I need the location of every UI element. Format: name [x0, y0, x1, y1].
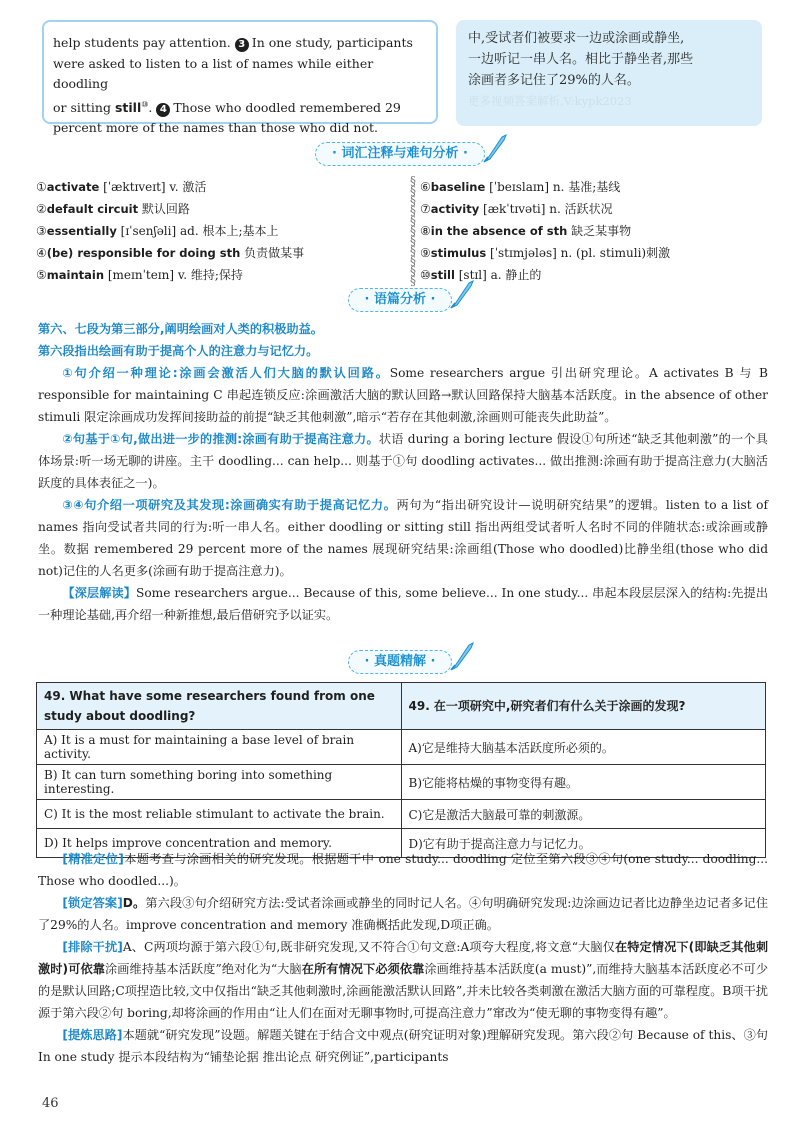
vocab-item: ②default circuit 默认回路	[36, 202, 190, 216]
option-row	[37, 765, 766, 800]
vocab-item: ⑥baseline [ˈbeɪslaɪn] n. 基准;基线	[420, 180, 621, 194]
option-cn: D)它有助于提高注意力与记忆力。	[401, 829, 766, 858]
solution-distractors: [排除干扰]A、C两项均源于第六段①句,既非研究发现,又不符合①句文意:A项夸大程度,将文意“大脑仅在特定情况下(即缺乏其他刺激时)可依靠涂画维持基本活跃度”绝对化为“大脑在所有情况下必须依靠涂画维持基本活跃度(a must)”,而维持大脑基本活跃度必不可少的是默认回路;C项捏造比较,文中仅指出“缺乏其他刺激时,涂画能激活默认回路”,并未比较各类刺激在激活大脑方面的可靠程度。B项干扰源于第六段②句 boring,却将涂画的作用由“让人们在面对无聊事物时,可提高注意力”窜改为“使无聊的事物变得有趣”。	[38, 940, 769, 1020]
gloss-ref: ⑩	[141, 99, 149, 109]
glossed-word: still	[114, 99, 142, 115]
option-row	[37, 800, 766, 829]
sentence-marker-3: 3	[235, 38, 249, 52]
solution-locate: [精准定位]本题考查与涂画相关的研究发现。根据题干中 one study... doodling 定位至第六段③④句(one study... doodling... Those who doodled...)。	[38, 852, 769, 888]
section-title: · 词汇注释与难句分析 ·	[332, 146, 468, 161]
option-cn: A)它是维持大脑基本活跃度所必须的。	[401, 730, 766, 765]
watermark: 更多视频答案解析,V:kypk2023	[468, 94, 632, 108]
translation-line: 一边听记一串人名。相比于静坐者,那些	[468, 52, 694, 67]
option-cn: B)它能将枯燥的事物变得有趣。	[401, 765, 766, 800]
vocab-column-right	[420, 176, 750, 286]
passage-text: Those who doodled remembered 29	[173, 99, 401, 115]
question-cn: 49. 在一项研究中,研究者们有什么关于涂画的发现?	[401, 683, 766, 730]
vocab-item: ⑧in the absence of sth 缺乏某事物	[420, 224, 632, 238]
analysis-intro: 第六段指出绘画有助于提高个人的注意力与记忆力。	[38, 344, 319, 358]
vocab-item: ⑦activity [ækˈtɪvəti] n. 活跃状况	[420, 202, 613, 216]
deep-analysis: 【深层解读】Some researchers argue... Because of this, some believe... In one study... 串起本段层层深入的结构:先提出一种理论基础,再介绍一种新推想,最后借研究予以证实。	[38, 586, 769, 622]
vocab-column-left	[36, 176, 366, 286]
vocab-item: ④(be) responsible for doing sth 负责做某事	[36, 246, 305, 260]
column-divider: § § § § § § § § § § §	[410, 174, 416, 288]
vocab-item: ⑨stimulus [ˈstɪmjələs] n. (pl. stimuli)刺激	[420, 246, 671, 260]
question-row	[37, 683, 766, 730]
translation-line: 中,受试者们被要求一边或涂画或静坐,	[468, 31, 685, 46]
section-title: · 语篇分析 ·	[364, 292, 436, 307]
question-table	[36, 682, 766, 858]
passage-box: help students pay attention. 3 In one study, participants were asked to listen to a list of names while either doodling or sitting still⑩. 4 Those who doodled remembered 29 percent more of the names than those who did not.	[42, 20, 438, 124]
question-en: 49. What have some researchers found from one study about doodling?	[37, 683, 402, 730]
solution-approach: [提炼思路]本题就“研究发现”设题。解题关键在于结合文中观点(研究证明对象)理解研究发现。第六段②句 Because of this、③句 In one study 提示本段结构为“铺垫论据 推出论点 研究例证”,participants	[38, 1028, 768, 1064]
vocab-item: ⑤maintain [meɪnˈteɪn] v. 维持;保持	[36, 268, 243, 282]
vocab-item: ③essentially [ɪˈsenʃəli] ad. 根本上;基本上	[36, 224, 279, 238]
passage-text: or sitting	[53, 99, 111, 115]
sentence-marker-4: 4	[156, 103, 170, 117]
analysis-paragraph: ①句介绍一种理论:涂画会激活人们大脑的默认回路。Some researchers argue 引出研究理论。A activates B 与 B responsible for maintaining C 串起连锁反应:涂画激活大脑的默认回路→默认回路保持大脑基本活跃度。in the absence of other stimuli 限定涂画成功发挥间接助益的前提“缺乏其他刺激”,暗示“若存在其他刺激,涂画则可能丧失此助益”。	[38, 366, 768, 424]
solution	[38, 848, 768, 1068]
section-header-analysis	[0, 288, 800, 312]
translation-box	[456, 20, 762, 126]
option-cn: C)它是激活大脑最可靠的刺激源。	[401, 800, 766, 829]
analysis-paragraph: ②句基于①句,做出进一步的推测:涂画有助于提高注意力。状语 during a boring lecture 假设①句所述“缺乏其他刺激”的一个具体场景:听一场无聊的讲座。主干 doodling... can help... 则基于①句 doodling activates... 做出推测:涂画有助于提高注意力(大脑活跃度的具体表征之一)。	[38, 432, 768, 490]
analysis-intro: 第六、七段为第三部分,阐明绘画对人类的积极助益。	[38, 322, 323, 336]
passage-analysis	[38, 318, 768, 626]
option-en: B) It can turn something boring into something interesting.	[37, 765, 402, 800]
passage-text: percent more of the names than those who did not.	[53, 120, 378, 136]
option-row	[37, 730, 766, 765]
analysis-paragraph: ③④句介绍一项研究及其发现:涂画确实有助于提高记忆力。两句为“指出研究设计—说明研究结果”的逻辑。listen to a list of names 指向受试者共同的行为:听一串人名。either doodling or sitting still 指出两组受试者听人名时不同的伴随状态:或涂画或静坐。数据 remembered 29 percent more of the names 展现研究结果:涂画组(Those who doodled)比静坐组(those who did not)记住的人名更多(涂画有助于提高注意力)。	[38, 498, 769, 578]
option-en: D) It helps improve concentration and memory.	[37, 829, 402, 858]
vocab-item: ⑩still [stɪl] a. 静止的	[420, 268, 542, 282]
solution-answer: [锁定答案]D。第六段③句介绍研究方法:受试者涂画或静坐的同时记人名。④句明确研究发现:边涂画边记者比边静坐边记者多记住了29%的人名。improve concentration and memory 准确概括此发现,D项正确。	[38, 896, 769, 932]
passage-text: were asked to listen to a list of names while either doodling	[53, 55, 374, 91]
passage-text: In one study, participants	[251, 35, 413, 50]
option-en: A) It is a must for maintaining a base level of brain activity.	[37, 730, 402, 765]
page-number: 46	[42, 1096, 59, 1111]
section-title: · 真题精解 ·	[364, 654, 436, 669]
section-header-question	[0, 650, 800, 674]
quill-pen-icon	[449, 279, 475, 309]
vocab-item: ①activate [ˈæktɪveɪt] v. 激活	[36, 180, 207, 194]
option-en: C) It is the most reliable stimulant to activate the brain.	[37, 800, 402, 829]
passage-text: help students pay attention.	[53, 35, 231, 50]
quill-pen-icon	[482, 133, 508, 163]
translation-line: 涂画者多记住了29%的人名。	[468, 73, 640, 88]
quill-pen-icon	[449, 641, 475, 671]
section-header-vocab	[0, 142, 800, 166]
